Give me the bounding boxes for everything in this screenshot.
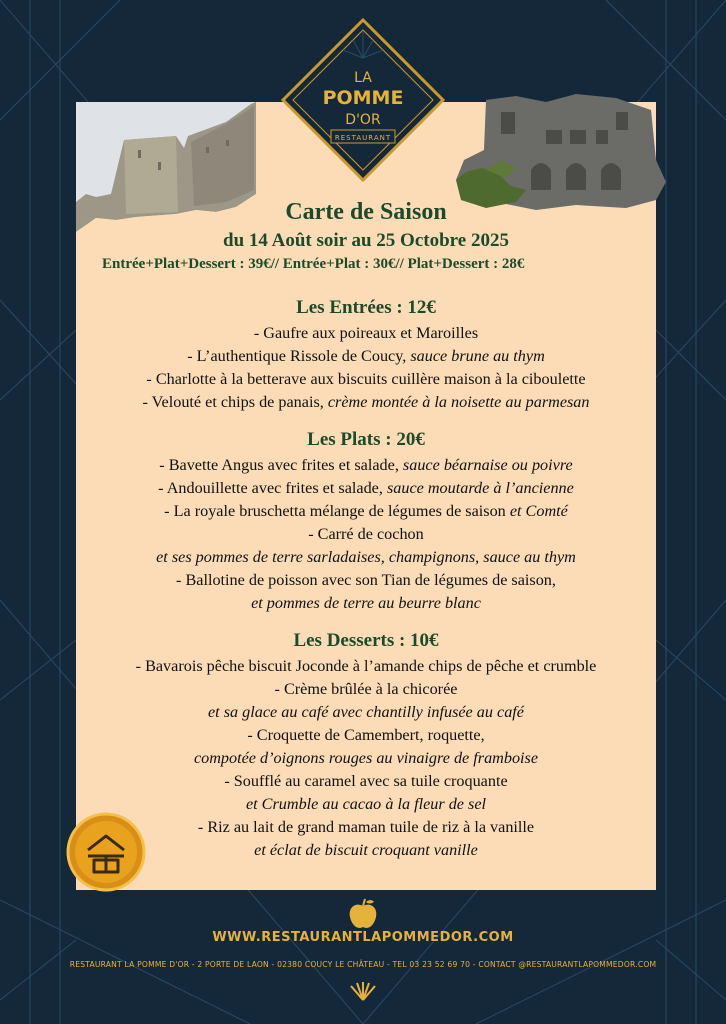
dish-name: - La royale bruschetta mélange de légumes de saison <box>164 502 510 520</box>
dish-name: - Carré de cochon <box>308 525 424 543</box>
menu-dates: du 14 Août soir au 25 Octobre 2025 <box>223 230 509 251</box>
entrees-item <box>76 391 656 414</box>
logo-la: LA <box>354 70 372 86</box>
dish-name: - Crème brûlée à la chicorée <box>274 680 458 698</box>
section-title-plats: Les Plats : 20€ <box>307 429 425 450</box>
dish-name: - Gaufre aux poireaux et Maroilles <box>253 324 479 342</box>
plats-item <box>76 592 656 615</box>
dish-name: - Andouillette avec frites et salade, <box>158 479 387 497</box>
website-link[interactable]: WWW.RESTAURANTLAPOMMEDOR.COM <box>212 930 514 945</box>
dish-accompaniment: et Crumble au cacao à la fleur de sel <box>245 795 487 813</box>
formula-prices: Entrée+Plat+Dessert : 39€// Entrée+Plat : 30€// Plat+Dessert : 28€ <box>102 256 525 272</box>
dish-name: - Soufflé au caramel avec sa tuile croquante <box>224 772 508 790</box>
logo-pomme: POMME <box>322 87 404 109</box>
dish-name: - Ballotine de poisson avec son Tian de légumes de saison, <box>176 571 556 589</box>
dish-accompaniment: sauce brune au thym <box>410 347 545 365</box>
home-icon[interactable] <box>66 812 146 892</box>
desserts-item <box>76 678 656 701</box>
dish-name: - Bavarois pêche biscuit Joconde à l’amande chips de pêche et crumble <box>135 657 597 675</box>
desserts-list <box>76 655 656 862</box>
desserts-item <box>76 701 656 724</box>
entrees-item <box>76 322 656 345</box>
dish-accompaniment: et éclat de biscuit croquant vanille <box>254 841 478 859</box>
dish-accompaniment: sauce moutarde à l’ancienne <box>386 479 574 497</box>
dish-accompaniment: et sa glace au café avec chantilly infusée au café <box>208 703 524 721</box>
desserts-item <box>76 747 656 770</box>
plats-item <box>76 523 656 546</box>
entrees-list <box>76 322 656 414</box>
desserts-item <box>76 770 656 793</box>
entrees-item <box>76 345 656 368</box>
dish-name: - Velouté et chips de panais, <box>142 393 328 411</box>
plats-list <box>76 454 656 615</box>
dish-name: - L’authentique Rissole de Coucy, <box>187 347 411 365</box>
plats-item <box>76 477 656 500</box>
dish-accompaniment: compotée d’oignons rouges au vinaigre de framboise <box>193 749 539 767</box>
plats-item <box>76 454 656 477</box>
page-title: Carte de Saison <box>285 199 447 225</box>
dish-name: - Bavette Angus avec frites et salade, <box>159 456 403 474</box>
section-title-desserts: Les Desserts : 10€ <box>293 630 439 651</box>
logo-restaurant: RESTAURANT <box>334 134 392 142</box>
desserts-item <box>76 793 656 816</box>
dish-accompaniment: et ses pommes de terre sarladaises, champignons, sauce au thym <box>156 548 576 566</box>
desserts-item <box>76 839 656 862</box>
entrees-item <box>76 368 656 391</box>
dish-name: - Riz au lait de grand maman tuile de riz à la vanille <box>197 818 535 836</box>
plats-item <box>76 500 656 523</box>
dish-name: - Charlotte à la betterave aux biscuits cuillère maison à la ciboulette <box>146 370 586 388</box>
plats-item <box>76 546 656 569</box>
apple-icon <box>344 898 382 932</box>
logo-dor: D'OR <box>345 112 381 128</box>
dish-accompaniment: sauce béarnaise ou poivre <box>402 456 573 474</box>
restaurant-logo <box>279 18 447 186</box>
plats-item <box>76 569 656 592</box>
dish-accompaniment: et pommes de terre au beurre blanc <box>251 594 481 612</box>
desserts-item <box>76 724 656 747</box>
dish-name: - Croquette de Camembert, roquette, <box>247 726 485 744</box>
desserts-item <box>76 655 656 678</box>
dish-accompaniment: et Comté <box>509 502 568 520</box>
dish-accompaniment: crème montée à la noisette au parmesan <box>327 393 590 411</box>
castle-ruin-image <box>456 90 666 210</box>
menu-content <box>76 196 656 862</box>
section-title-entrees: Les Entrées : 12€ <box>296 297 436 318</box>
fan-ornament-icon <box>344 978 382 1002</box>
desserts-item <box>76 816 656 839</box>
footer-address: RESTAURANT LA POMME D'OR - 2 PORTE DE LAON - 02380 COUCY LE CHÂTEAU - TEL 03 23 52 69 70 - CONTACT @RESTAURANTLAPOMMEDOR.COM <box>69 960 657 969</box>
